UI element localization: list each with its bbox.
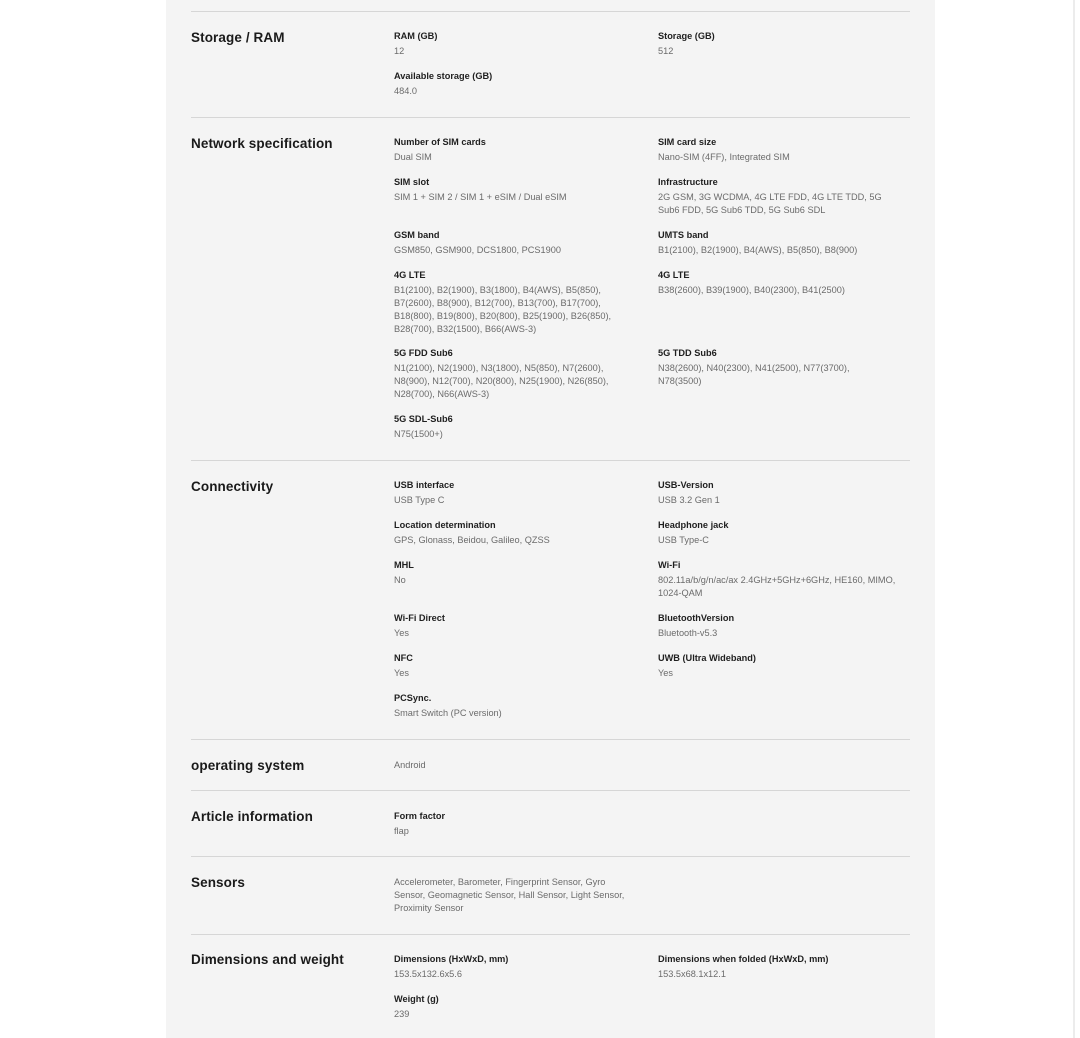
spec-label: USB-Version <box>658 480 714 490</box>
spec-value: B1(2100), B2(1900), B3(1800), B4(AWS), B5(850), B7(2600), B8(900), B12(700), B13(700), B17(700), B18(800), B19(800), B20(800), B25(1900), B26(850), B28(700), B32(1500), B66(AWS-3) <box>394 285 612 334</box>
section-title-os: operating system <box>191 758 305 773</box>
spec-weight <box>394 993 634 1021</box>
spec-os <box>394 759 634 772</box>
section-title-storage: Storage / RAM <box>191 30 285 45</box>
spec-umts-band <box>658 229 898 257</box>
spec-value: No <box>394 575 406 585</box>
spec-dimensions <box>394 953 634 981</box>
spec-4g-lte-tdd <box>658 269 898 297</box>
spec-form-factor <box>394 810 634 838</box>
spec-label: Form factor <box>394 811 446 821</box>
spec-label: Dimensions (HxWxD, mm) <box>394 954 509 964</box>
spec-headphone-jack <box>658 519 898 547</box>
spec-value: B1(2100), B2(1900), B4(AWS), B5(850), B8(900) <box>658 245 858 255</box>
spec-uwb <box>658 652 898 680</box>
spec-bluetooth <box>658 612 898 640</box>
spec-value: Accelerometer, Barometer, Fingerprint Sensor, Gyro Sensor, Geomagnetic Sensor, Hall Sensor, Light Sensor, Proximity Sensor <box>394 877 625 913</box>
section-sensors <box>191 857 910 935</box>
spec-label: 4G LTE <box>658 270 690 280</box>
spec-label: Location determination <box>394 520 496 530</box>
spec-label: 5G SDL-Sub6 <box>394 414 453 424</box>
spec-value: 802.11a/b/g/n/ac/ax 2.4GHz+5GHz+6GHz, HE160, MIMO, 1024-QAM <box>658 575 896 598</box>
spec-label: Wi-Fi Direct <box>394 613 445 623</box>
spec-nfc <box>394 652 634 680</box>
spec-5g-fdd-sub6 <box>394 347 622 401</box>
spec-value: Yes <box>394 628 409 638</box>
spec-5g-tdd-sub6 <box>658 347 868 388</box>
spec-label: 4G LTE <box>394 270 426 280</box>
spec-label: PCSync. <box>394 693 432 703</box>
spec-4g-lte-fdd <box>394 269 619 336</box>
spec-available-storage <box>394 70 634 98</box>
spec-value: Android <box>394 760 426 770</box>
spec-value: flap <box>394 826 409 836</box>
spec-label: RAM (GB) <box>394 31 438 41</box>
spec-infrastructure <box>658 176 903 217</box>
spec-label: SIM card size <box>658 137 717 147</box>
spec-label: NFC <box>394 653 413 663</box>
spec-page <box>166 0 935 1038</box>
section-article-information <box>191 791 910 857</box>
spec-value: 153.5x68.1x12.1 <box>658 969 726 979</box>
spec-5g-sdl-sub6 <box>394 413 634 441</box>
spec-label: Wi-Fi <box>658 560 681 570</box>
spec-sim-slot <box>394 176 634 204</box>
spec-mhl <box>394 559 634 587</box>
spec-value: N1(2100), N2(1900), N3(1800), N5(850), N7(2600), N8(900), N12(700), N20(800), N25(1900), N26(850), N28(700), N66(AWS-3) <box>394 363 609 399</box>
spec-location <box>394 519 634 547</box>
spec-sim-count <box>394 136 634 164</box>
spec-label: MHL <box>394 560 414 570</box>
spec-wifi <box>658 559 903 600</box>
spec-wifi-direct <box>394 612 634 640</box>
spec-value: Dual SIM <box>394 152 432 162</box>
spec-label: USB interface <box>394 480 455 490</box>
spec-label: 5G FDD Sub6 <box>394 348 453 358</box>
spec-label: Storage (GB) <box>658 31 715 41</box>
spec-value: USB 3.2 Gen 1 <box>658 495 720 505</box>
spec-label: Available storage (GB) <box>394 71 493 81</box>
spec-value: 12 <box>394 46 405 56</box>
spec-label: SIM slot <box>394 177 430 187</box>
spec-value: Yes <box>658 668 673 678</box>
spec-value: 239 <box>394 1009 410 1019</box>
section-dimensions-weight <box>191 935 910 1038</box>
spec-label: 5G TDD Sub6 <box>658 348 717 358</box>
section-title-sensors: Sensors <box>191 875 245 890</box>
spec-value: GPS, Glonass, Beidou, Galileo, QZSS <box>394 535 550 545</box>
spec-value: 484.0 <box>394 86 417 96</box>
spec-value: N75(1500+) <box>394 429 443 439</box>
spec-storage <box>658 30 898 58</box>
spec-value: Yes <box>394 668 409 678</box>
spec-label: Number of SIM cards <box>394 137 486 147</box>
window-edge <box>1073 0 1075 1038</box>
section-network <box>191 118 910 461</box>
spec-value: B38(2600), B39(1900), B40(2300), B41(2500) <box>658 285 845 295</box>
spec-label: UMTS band <box>658 230 709 240</box>
section-operating-system <box>191 740 910 791</box>
spec-gsm-band <box>394 229 634 257</box>
spec-ram <box>394 30 634 58</box>
spec-label: Infrastructure <box>658 177 718 187</box>
spec-value: Bluetooth-v5.3 <box>658 628 718 638</box>
section-title-dimensions: Dimensions and weight <box>191 952 344 967</box>
spec-value: N38(2600), N40(2300), N41(2500), N77(3700), N78(3500) <box>658 363 850 386</box>
spec-usb-version <box>658 479 898 507</box>
spec-value: 153.5x132.6x5.6 <box>394 969 462 979</box>
spec-sensors <box>394 876 629 915</box>
spec-label: Dimensions when folded (HxWxD, mm) <box>658 954 829 964</box>
spec-value: USB Type-C <box>658 535 709 545</box>
section-title-article: Article information <box>191 809 313 824</box>
spec-pcsync <box>394 692 634 720</box>
spec-value: SIM 1 + SIM 2 / SIM 1 + eSIM / Dual eSIM <box>394 192 567 202</box>
spec-label: BluetoothVersion <box>658 613 735 623</box>
spec-label: Weight (g) <box>394 994 439 1004</box>
section-title-connectivity: Connectivity <box>191 479 274 494</box>
spec-label: UWB (Ultra Wideband) <box>658 653 756 663</box>
spec-label: Headphone jack <box>658 520 729 530</box>
spec-value: 512 <box>658 46 674 56</box>
section-title-network: Network specification <box>191 136 333 151</box>
spec-usb-interface <box>394 479 634 507</box>
spec-value: Nano-SIM (4FF), Integrated SIM <box>658 152 790 162</box>
spec-sim-size <box>658 136 898 164</box>
spec-value: Smart Switch (PC version) <box>394 708 502 718</box>
spec-dimensions-folded <box>658 953 898 981</box>
spec-value: 2G GSM, 3G WCDMA, 4G LTE FDD, 4G LTE TDD, 5G Sub6 FDD, 5G Sub6 TDD, 5G Sub6 SDL <box>658 192 882 215</box>
spec-value: GSM850, GSM900, DCS1800, PCS1900 <box>394 245 561 255</box>
section-connectivity <box>191 461 910 740</box>
spec-value: USB Type C <box>394 495 445 505</box>
section-storage-ram <box>191 12 910 118</box>
spec-label: GSM band <box>394 230 440 240</box>
